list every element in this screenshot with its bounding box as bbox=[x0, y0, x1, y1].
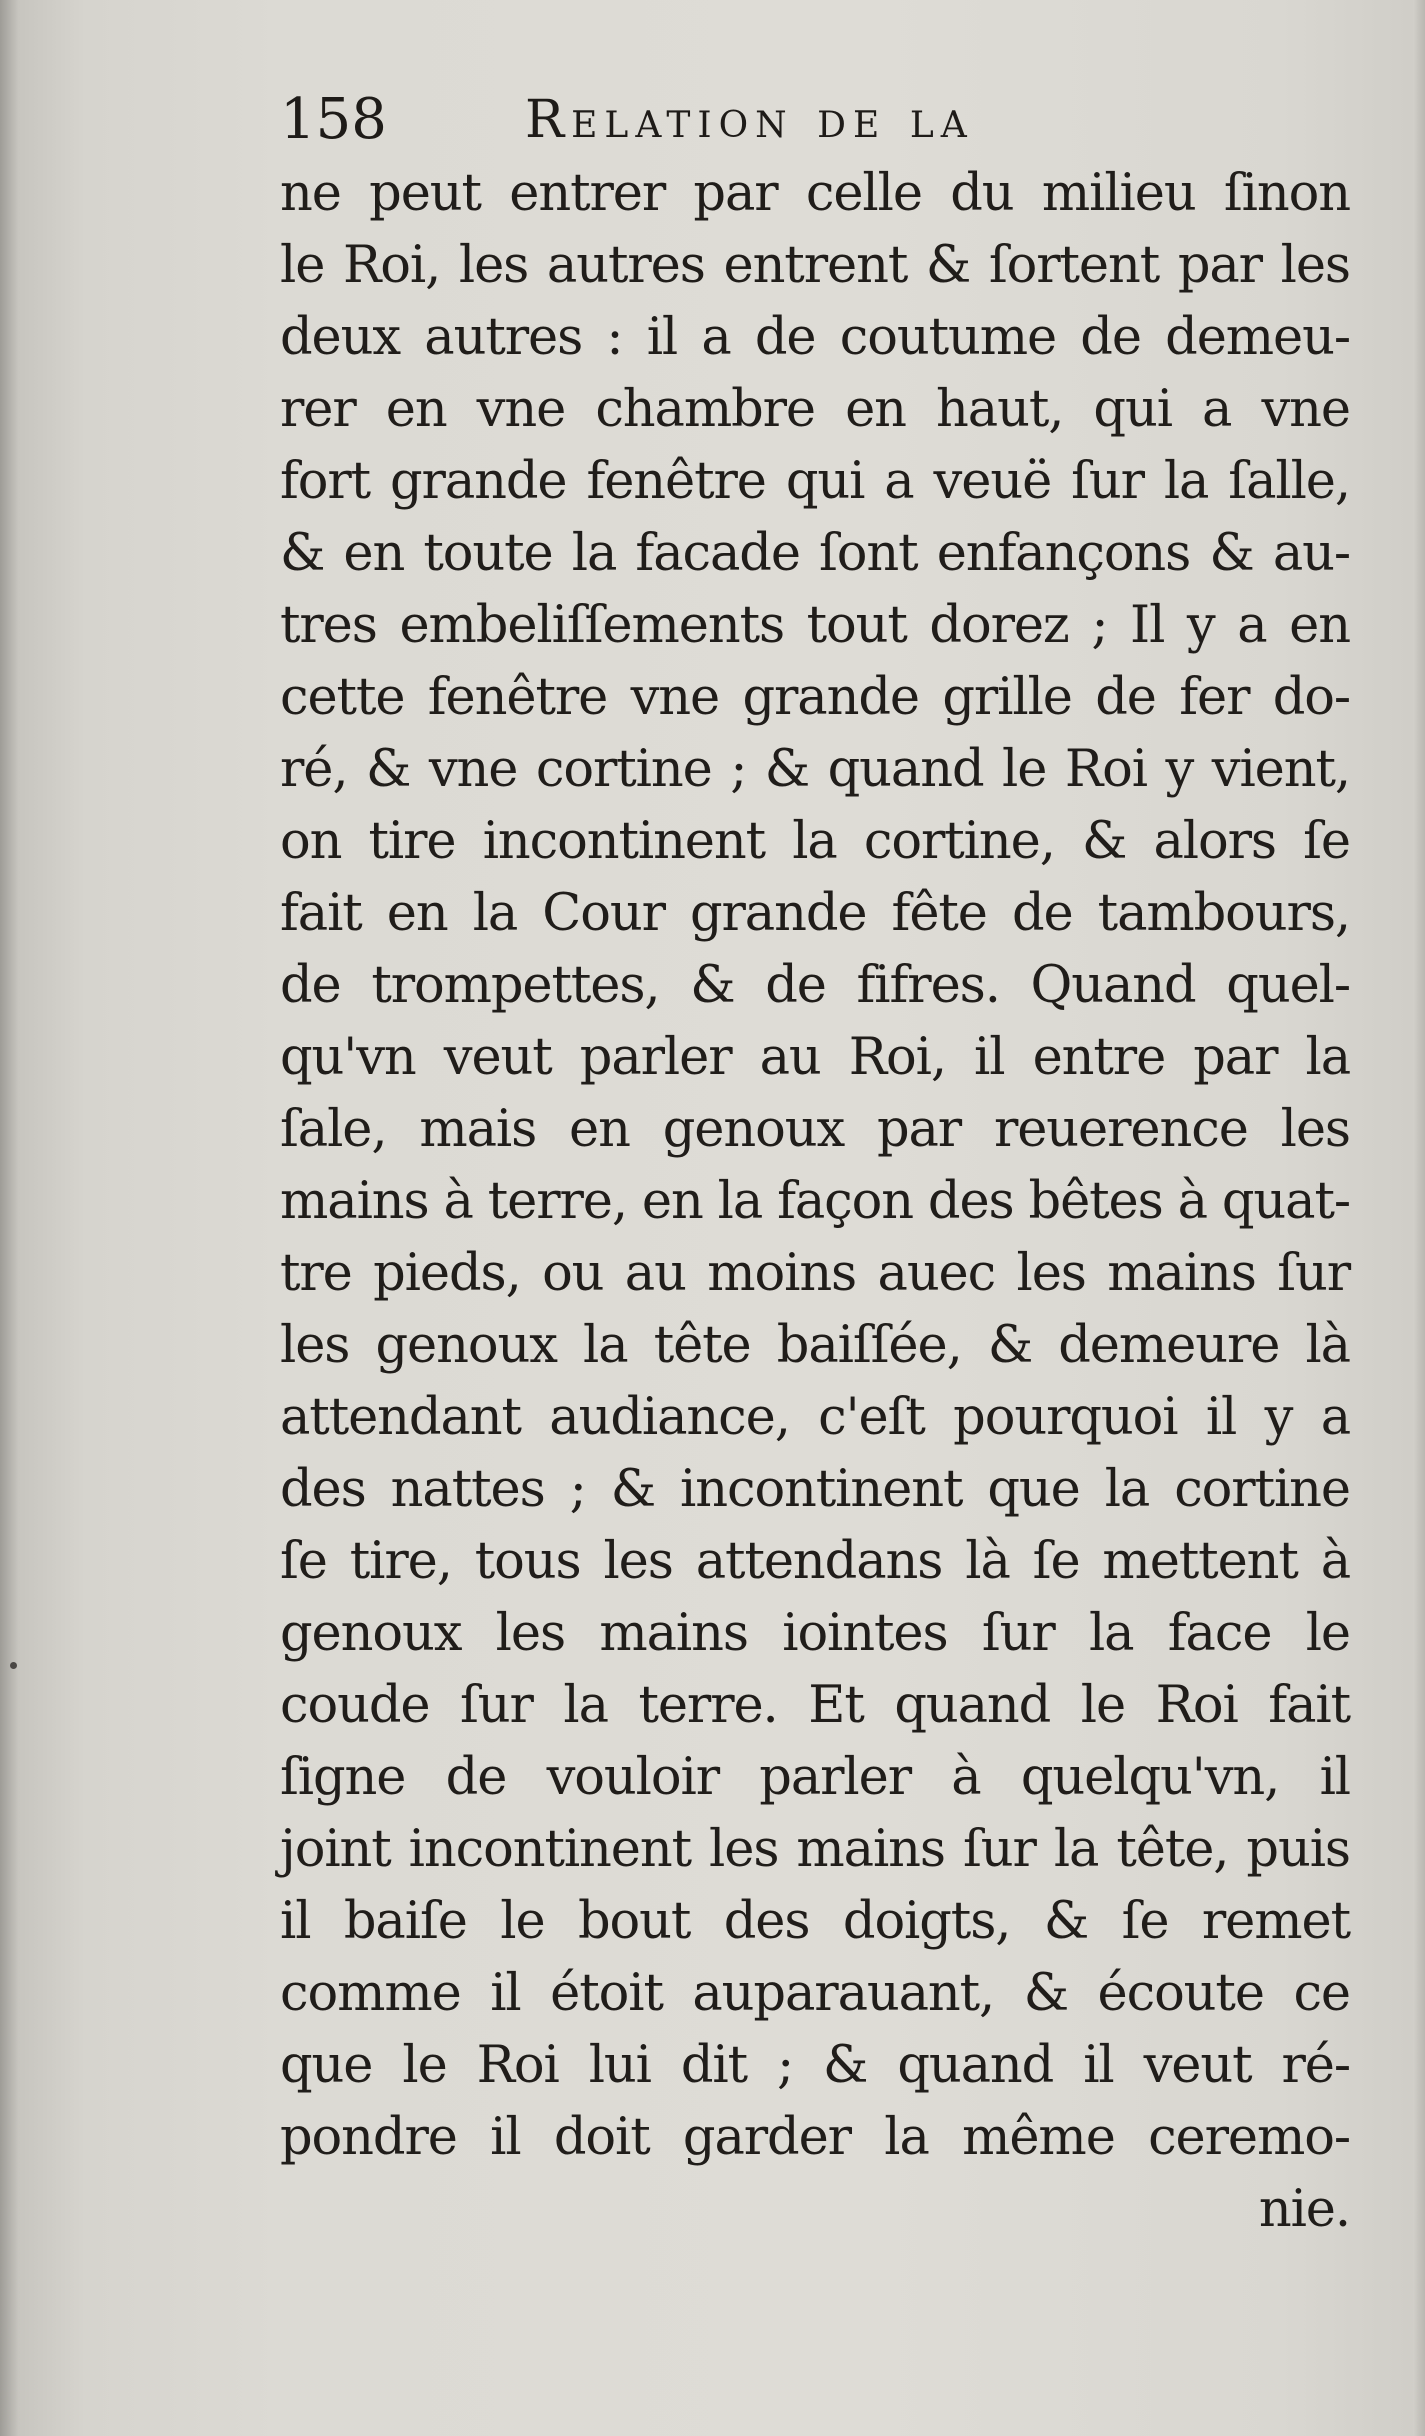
text-line: cette fenêtre vne grande grille de fer do- bbox=[280, 668, 1350, 727]
text-line: ré, & vne cortine ; & quand le Roi y vient, bbox=[280, 740, 1350, 799]
catchword-line: nie. bbox=[1258, 2180, 1350, 2239]
page-edge bbox=[1413, 0, 1425, 2436]
text-line: ſale, mais en genoux par reuerence les bbox=[280, 1100, 1350, 1159]
text-line: le Roi, les autres entrent & ſortent par les bbox=[280, 236, 1350, 295]
text-line: ſigne de vouloir parler à quelqu'vn, il bbox=[280, 1748, 1350, 1807]
text-line: il baiſe le bout des doigts, & ſe remet bbox=[280, 1892, 1350, 1951]
text-line: ne peut entrer par celle du milieu ſinon bbox=[280, 164, 1350, 223]
text-line: genoux les mains iointes ſur la face le bbox=[280, 1604, 1350, 1663]
text-line: comme il étoit auparauant, & écoute ce bbox=[280, 1964, 1350, 2023]
text-line: deux autres : il a de coutume de demeu- bbox=[280, 308, 1350, 367]
text-line: tre pieds, ou au moins auec les mains ſur bbox=[280, 1244, 1350, 1303]
text-line: joint incontinent les mains ſur la tête, puis bbox=[280, 1820, 1350, 1879]
text-line: qu'vn veut parler au Roi, il entre par la bbox=[280, 1028, 1350, 1087]
text-line: fort grande fenêtre qui a veuë ſur la ſalle, bbox=[280, 452, 1350, 511]
text-line: attendant audiance, c'eſt pourquoi il y a bbox=[280, 1388, 1350, 1447]
text-line: mains à terre, en la façon des bêtes à quat- bbox=[280, 1172, 1350, 1231]
text-line: ſe tire, tous les attendans là ſe mettent à bbox=[280, 1532, 1350, 1591]
text-line: rer en vne chambre en haut, qui a vne bbox=[280, 380, 1350, 439]
page-number: 158 bbox=[280, 87, 387, 152]
text-line: coude ſur la terre. Et quand le Roi fait bbox=[280, 1676, 1350, 1735]
text-line: les genoux la tête baiſſée, & demeure là bbox=[280, 1316, 1350, 1375]
ink-speck bbox=[10, 1662, 17, 1669]
text-line: & en toute la facade ſont enfançons & au- bbox=[280, 524, 1350, 583]
body-text bbox=[280, 158, 1350, 2246]
text-line: de trompettes, & de fifres. Quand quel- bbox=[280, 956, 1350, 1015]
text-line: on tire incontinent la cortine, & alors ſe bbox=[280, 812, 1350, 871]
page-gutter-shadow bbox=[0, 0, 18, 2436]
running-title: Relation de la bbox=[525, 90, 974, 150]
text-line: fait en la Cour grande fête de tambours, bbox=[280, 884, 1350, 943]
text-line: que le Roi lui dit ; & quand il veut ré- bbox=[280, 2036, 1350, 2095]
text-line: pondre il doit garder la même ceremo- bbox=[280, 2108, 1350, 2167]
text-line: des nattes ; & incontinent que la cortine bbox=[280, 1460, 1350, 1519]
page-header bbox=[280, 80, 1280, 160]
text-line: tres embeliſſements tout dorez ; Il y a en bbox=[280, 596, 1350, 655]
